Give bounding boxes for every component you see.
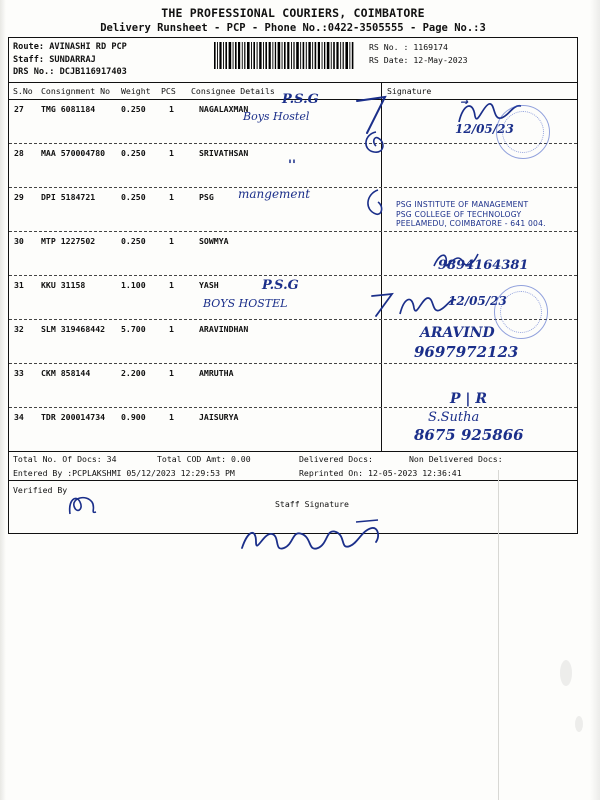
cell-consignment: MTP 1227502: [41, 236, 96, 246]
scan-edge-left: [0, 0, 6, 800]
column-header-signature: Signature: [387, 86, 432, 96]
barcode: [214, 42, 354, 76]
non-delivered-docs: Non Delivered Docs:: [409, 454, 503, 464]
table-row: [9, 276, 577, 320]
column-header-pcs: PCS: [161, 86, 176, 96]
handwriting-signature-row31: [398, 290, 458, 320]
cell-consignee: NAGALAXMAN: [199, 104, 249, 114]
cell-sno: 28: [14, 148, 24, 158]
handwriting-date-row27: 12/05/23: [455, 122, 514, 136]
runsheet: [8, 6, 578, 534]
handwriting-hostel-row31: BOYS HOSTEL: [203, 297, 288, 310]
table-row: [9, 408, 577, 452]
entered-by: Entered By :PCPLAKSHMI 05/12/2023 12:29:53 PM: [13, 468, 235, 478]
psg-rubber-stamp: [396, 200, 546, 229]
cell-sno: 31: [14, 280, 24, 290]
rubber-seal-row27: [496, 105, 550, 159]
cell-consignment: TMG 6081184: [41, 104, 96, 114]
total-cod: Total COD Amt: 0.00: [157, 454, 251, 464]
cell-consignee: ARAVINDHAN: [199, 324, 249, 334]
handwriting-date-row31: 12/05/23: [448, 294, 507, 308]
cell-sno: 33: [14, 368, 24, 378]
rs-date-label: RS Date:: [369, 54, 409, 65]
cell-weight: 2.200: [121, 368, 146, 378]
footer-line-1: [9, 452, 577, 466]
cell-sno: 30: [14, 236, 24, 246]
handwriting-pr-row34: P | R: [450, 391, 488, 407]
runsheet-header: [9, 38, 577, 83]
staff-value: SUNDARRAJ: [49, 54, 96, 65]
handwriting-staff-signature: [238, 520, 388, 562]
cell-consignee: YASH: [199, 280, 219, 290]
cell-consignment: TDR 200014734: [41, 412, 106, 422]
handwriting-management-row29: mangement: [238, 187, 311, 201]
table-row: [9, 364, 577, 408]
company-title: THE PROFESSIONAL COURIERS, COIMBATORE: [161, 6, 425, 20]
rubber-seal-row31: [494, 285, 548, 339]
cell-pcs: 1: [169, 280, 174, 290]
cell-weight: 0.250: [121, 192, 146, 202]
cell-pcs: 1: [169, 236, 174, 246]
scan-artifact: [575, 716, 583, 732]
cell-weight: 1.100: [121, 280, 146, 290]
barcode-bars: [214, 42, 354, 69]
handwriting-loop-row28: [360, 128, 392, 158]
cell-weight: 0.250: [121, 236, 146, 246]
handwriting-hostel-row27: Boys Hostel: [243, 110, 310, 123]
stamp-line-1: PSG INSTITUTE OF MANAGEMENT: [396, 200, 529, 209]
scan-edge-right: [590, 0, 600, 800]
handwriting-verified-signature: [66, 492, 102, 518]
header-left-block: [13, 41, 127, 79]
staff-label: Staff:: [13, 54, 45, 65]
total-docs: Total No. Of Docs: 34: [13, 454, 117, 464]
cell-pcs: 1: [169, 368, 174, 378]
cell-sno: 29: [14, 192, 24, 202]
cell-consignment: DPI 5184721: [41, 192, 96, 202]
cell-sno: 32: [14, 324, 24, 334]
column-header-consignee: Consignee Details: [191, 86, 275, 96]
cell-consignee: SRIVATHSAN: [199, 148, 249, 158]
cell-consignee: PSG: [199, 192, 214, 202]
cell-weight: 0.250: [121, 104, 146, 114]
stamp-line-2: PSG COLLEGE OF TECHNOLOGY: [396, 209, 522, 219]
cell-sno: 27: [14, 104, 24, 114]
cell-weight: 0.900: [121, 412, 146, 422]
cell-consignment: KKU 31158: [41, 280, 86, 290]
handwriting-psg-row31: P.S.G: [262, 278, 299, 293]
cell-consignment: CKM 858144: [41, 368, 91, 378]
cell-pcs: 1: [169, 324, 174, 334]
column-header-sno: S.No: [13, 86, 33, 96]
table-row: [9, 144, 577, 188]
verified-by-label: Verified By: [13, 485, 68, 495]
cell-consignment: SLM 319468442: [41, 324, 106, 334]
handwriting-name-row32: ARAVIND: [420, 325, 495, 341]
drs-label: DRS No.:: [13, 67, 55, 77]
table-body: [9, 100, 577, 452]
column-header-consignment: Consignment No: [41, 86, 111, 96]
cell-pcs: 1: [169, 148, 174, 158]
reprinted-on: Reprinted On: 12-05-2023 12:36:41: [299, 468, 462, 478]
scan-artifact: [560, 660, 572, 686]
cell-weight: 0.250: [121, 148, 146, 158]
stamp-line-3: PEELAMEDU, COIMBATORE - 641 004.: [396, 219, 546, 228]
handwriting-mark-row29: [360, 188, 390, 218]
cell-consignee: SOWMYA: [199, 236, 229, 246]
handwriting-psg-row27: P.S.G: [282, 92, 319, 107]
handwriting-phone-row32: 9697972123: [414, 343, 519, 361]
cell-sno: 34: [14, 412, 24, 422]
handwriting-signature-row30: [432, 248, 480, 272]
delivered-docs: Delivered Docs:: [299, 454, 373, 464]
table-row: [9, 232, 577, 276]
cell-pcs: 1: [169, 412, 174, 422]
rs-no-value: : 1169174: [403, 42, 448, 52]
handwriting-phone-row34: 8675 925866: [414, 426, 524, 444]
handwriting-mark-row31: [366, 292, 396, 320]
header-right-block: [369, 41, 468, 66]
rs-date-value: 12-May-2023: [413, 54, 468, 65]
handwriting-phone-row30: 9894164381: [438, 258, 529, 273]
footer-line-2: [9, 466, 577, 481]
cell-weight: 5.700: [121, 324, 146, 334]
column-header-weight: Weight: [121, 86, 151, 96]
cell-consignee: JAISURYA: [199, 412, 239, 422]
fold-line: [498, 470, 499, 800]
cell-pcs: 1: [169, 104, 174, 114]
route-label: Route:: [13, 42, 45, 52]
staff-signature-label: Staff Signature: [275, 499, 349, 509]
cell-consignee: AMRUTHA: [199, 368, 234, 378]
cell-consignment: MAA 570004780: [41, 148, 106, 158]
handwriting-name-row34: S.Sutha: [428, 410, 480, 425]
handwriting-ditto-row28: '': [288, 158, 296, 173]
rs-no-label: RS No.: [369, 42, 399, 52]
route-value: AVINASHI RD PCP: [49, 42, 127, 52]
sheet-title: Delivery Runsheet - PCP - Phone No.:0422-3505555 - Page No.:3: [100, 22, 486, 34]
table-row: [9, 320, 577, 364]
cell-pcs: 1: [169, 192, 174, 202]
drs-value: DCJB116917403: [59, 67, 127, 77]
